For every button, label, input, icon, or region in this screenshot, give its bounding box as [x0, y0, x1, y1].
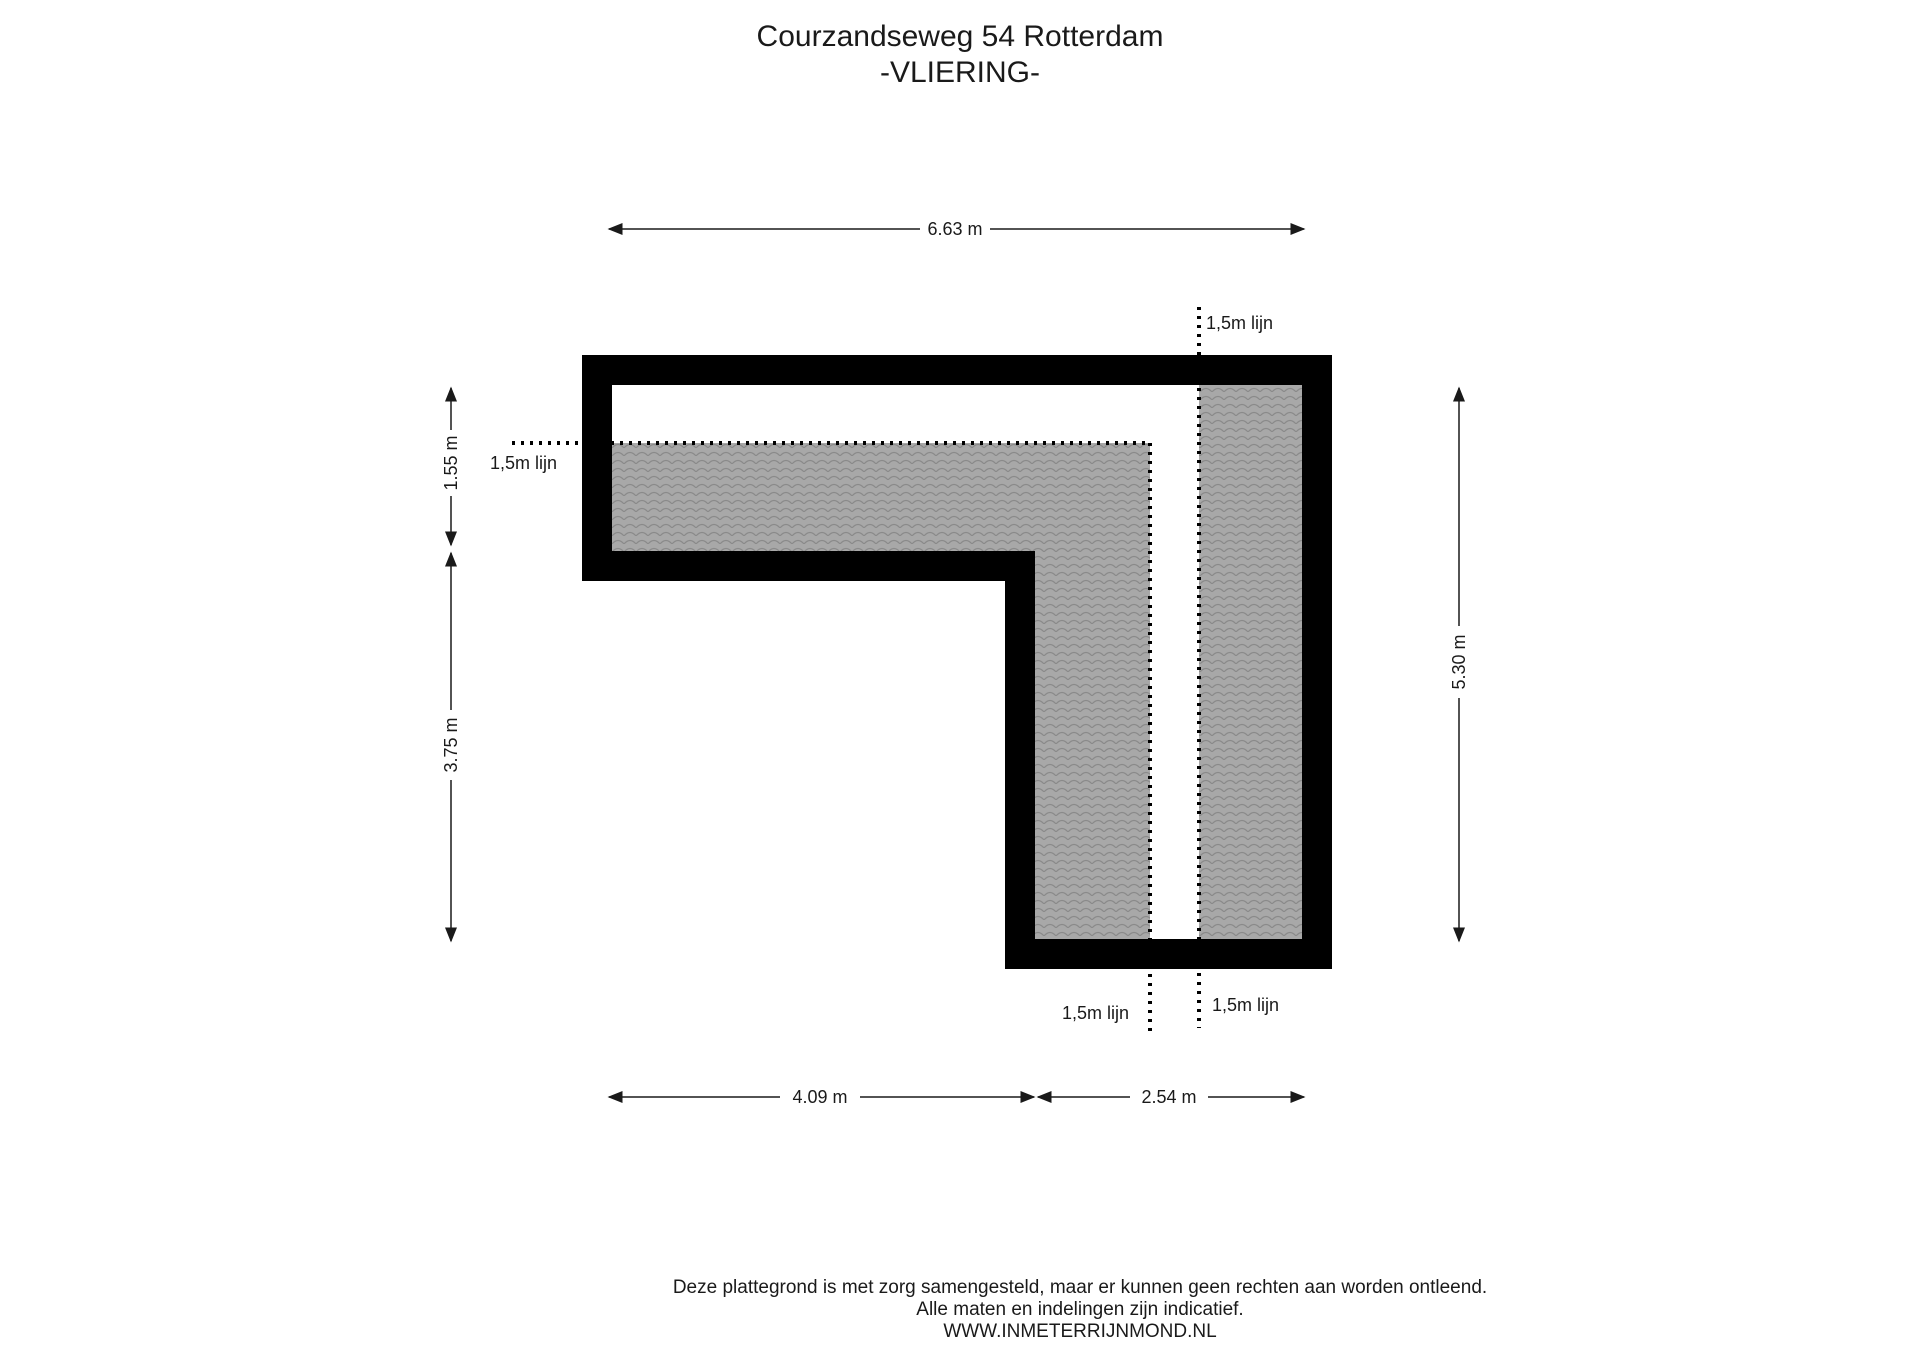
svg-text:1.55 m: 1.55 m — [441, 435, 461, 491]
plan-subtitle: -VLIERING- — [879, 56, 1041, 89]
plan-title: Courzandseweg 54 Rotterdam — [756, 20, 1164, 53]
low-area-left — [612, 443, 1150, 939]
svg-text:6.63 m: 6.63 m — [927, 219, 983, 239]
svg-text:4.09 m: 4.09 m — [792, 1087, 848, 1107]
line-label-top-right: 1,5m lijn — [1206, 313, 1274, 333]
svg-text:2.54 m: 2.54 m — [1141, 1087, 1197, 1107]
dim-bottom-right — [1038, 1087, 1304, 1107]
footer-website: WWW.INMETERRIJNMOND.NL — [943, 1321, 1217, 1342]
dim-bottom-left — [609, 1087, 1034, 1107]
dim-top-width — [609, 219, 1304, 239]
dim-right-height — [1449, 388, 1469, 941]
svg-text:3.75 m: 3.75 m — [441, 717, 461, 773]
footer-disclaimer: Deze plattegrond is met zorg samengesteld, maar er kunnen geen rechten aan worden ontleend. — [672, 1277, 1488, 1298]
low-area-right — [1199, 385, 1302, 939]
line-label-bottom-left: 1,5m lijn — [1062, 1003, 1130, 1023]
svg-text:5.30 m: 5.30 m — [1449, 634, 1469, 690]
dim-left-upper — [441, 388, 461, 545]
line-label-left: 1,5m lijn — [490, 453, 558, 473]
bottom-wall-gap — [1150, 939, 1199, 969]
footer-indicative: Alle maten en indelingen zijn indicatief. — [916, 1299, 1244, 1320]
dim-left-lower — [441, 553, 461, 941]
line-label-bottom-right: 1,5m lijn — [1212, 995, 1280, 1015]
